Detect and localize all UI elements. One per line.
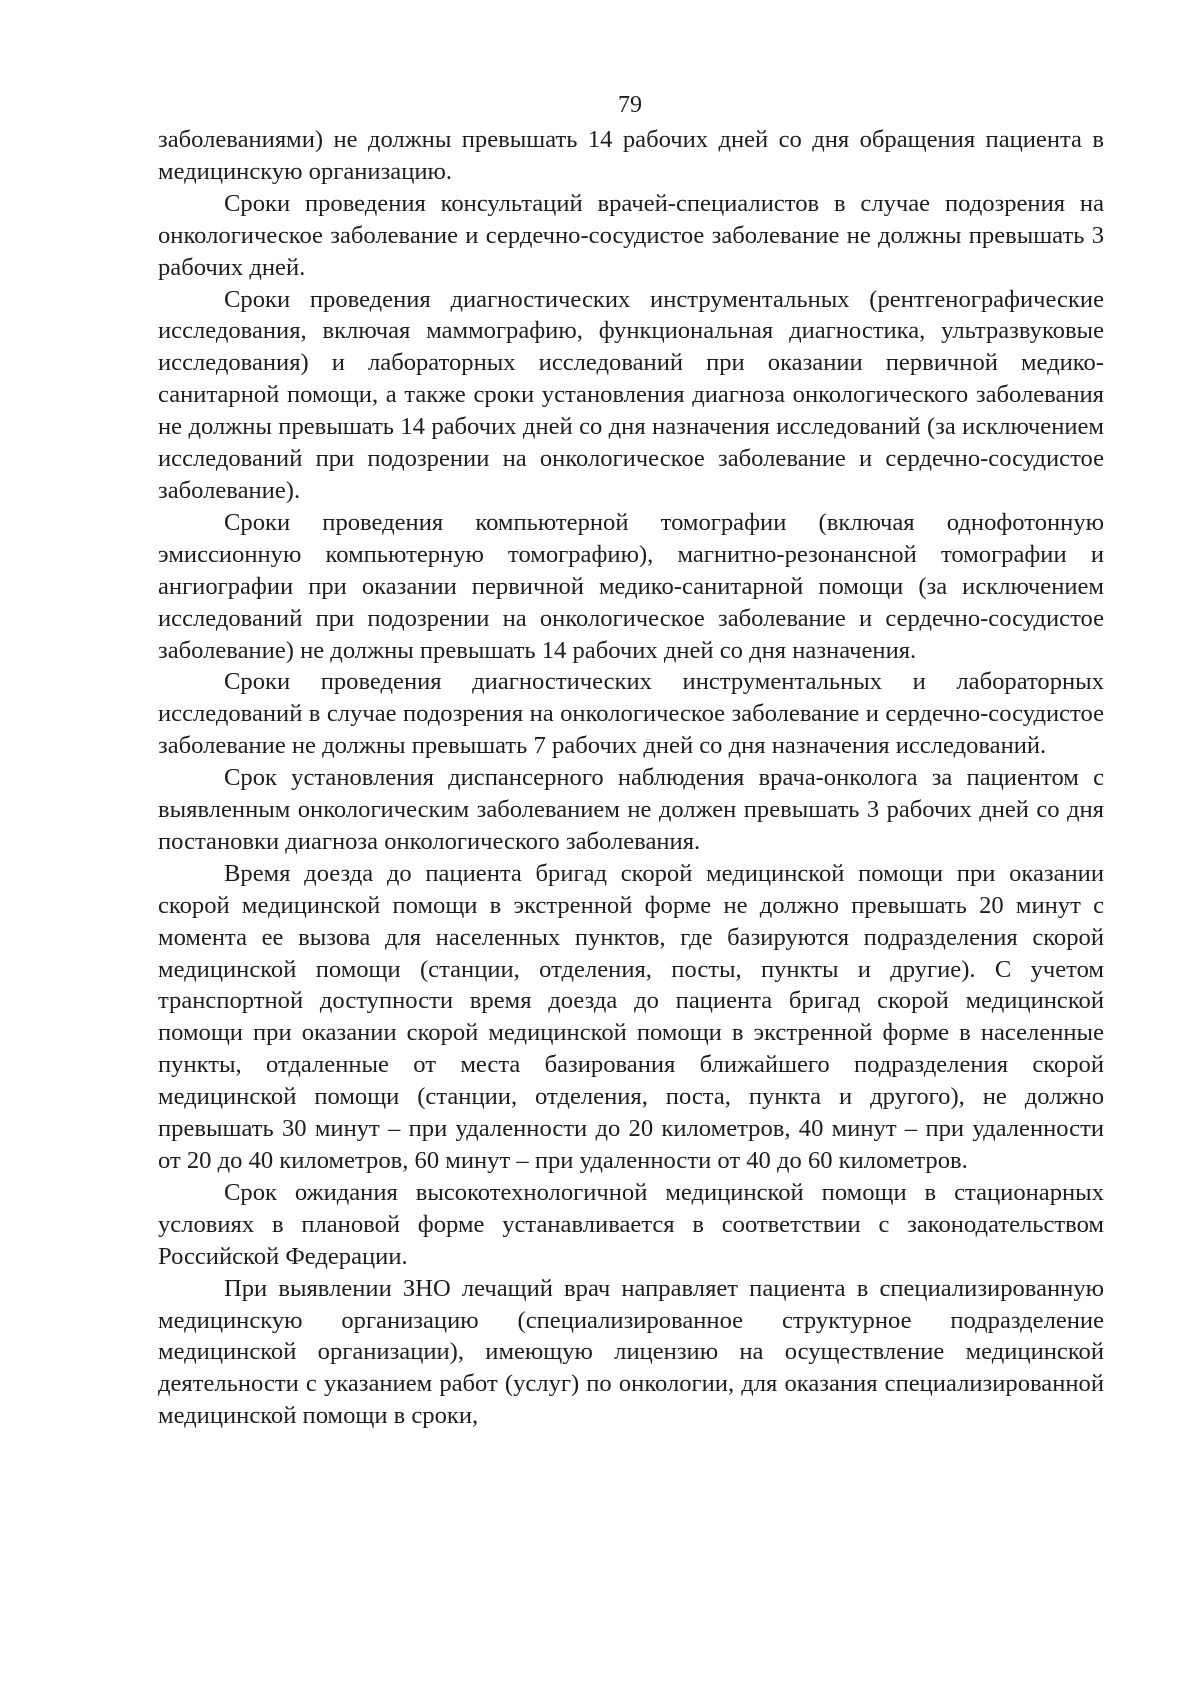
paragraph: Сроки проведения диагностических инструментальных (рентгенографические исследования, включая маммографию, функциональная диагностика, ультразвуковые исследования) и лабораторных исследований при оказании первичной медико-санитарной помощи, а также сроки установления диагноза онкологического заболевания не должны превышать 14 рабочих дней со дня назначения исследований (за исключением исследований при подозрении на онкологическое заболевание и сердечно-сосудистое заболевание). bbox=[158, 285, 1104, 504]
paragraph: Сроки проведения компьютерной томографии (включая однофотонную эмиссионную компьютерную томографию), магнитно-резонансной томографии и ангиографии при оказании первичной медико-санитарной помощи (за исключением исследований при подозрении на онкологическое заболевание и сердечно-сосудистое заболевание) не должны превышать 14 рабочих дней со дня назначения. bbox=[158, 508, 1104, 664]
document-body bbox=[158, 124, 1104, 1432]
paragraph: Срок установления диспансерного наблюдения врача-онколога за пациентом с выявленным онкологическим заболеванием не должен превышать 3 рабочих дней со дня постановки диагноза онкологического заболевания. bbox=[158, 764, 1104, 855]
paragraph: Сроки проведения консультаций врачей-специалистов в случае подозрения на онкологическое заболевание и сердечно-сосудистое заболевание не должны превышать 3 рабочих дней. bbox=[158, 189, 1104, 281]
paragraph: Сроки проведения диагностических инструментальных и лабораторных исследований в случае подозрения на онкологическое заболевание и сердечно-сосудистое заболевание не должны превышать 7 рабочих дней со дня назначения исследований. bbox=[158, 668, 1104, 760]
paragraph: При выявлении ЗНО лечащий врач направляет пациента в специализированную медицинскую организацию (специализированное структурное подразделение медицинской организации), имеющую лицензию на осуществление медицинской деятельности с указанием работ (услуг) по онкологии, для оказания специализированной медицинской помощи в сроки, bbox=[158, 1274, 1104, 1430]
paragraph: Срок ожидания высокотехнологичной медицинской помощи в стационарных условиях в плановой форме устанавливается в соответствии с законодательством Российской Федерации. bbox=[158, 1178, 1104, 1270]
paragraph: заболеваниями) не должны превышать 14 рабочих дней со дня обращения пациента в медицинскую организацию. bbox=[158, 126, 1104, 185]
paragraph: Время доезда до пациента бригад скорой медицинской помощи при оказании скорой медицинской помощи в экстренной форме не должно превышать 20 минут с момента ее вызова для населенных пунктов, где базируются подразделения скорой медицинской помощи (станции, отделения, посты, пункты и другие). С учетом транспортной доступности время доезда до пациента бригад скорой медицинской помощи при оказании скорой медицинской помощи в экстренной форме в населенные пункты, отдаленные от места базирования ближайшего подразделения скорой медицинской помощи (станции, отделения, поста, пункта и другого), не должно превышать 30 минут – при удаленности до 20 километров, 40 минут – при удаленности от 20 до 40 километров, 60 минут – при удаленности от 40 до 60 километров. bbox=[158, 859, 1104, 1174]
page-number: 79 bbox=[618, 92, 642, 118]
